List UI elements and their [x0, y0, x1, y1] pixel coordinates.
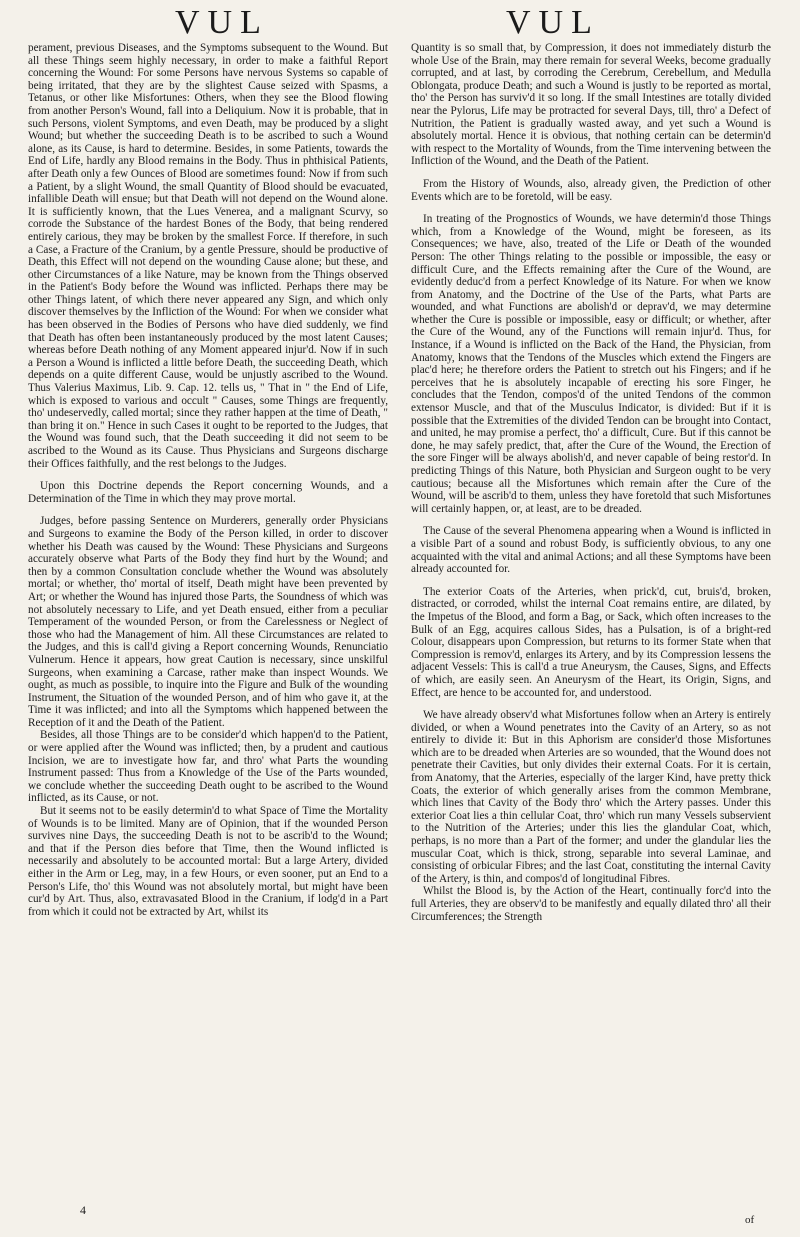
paragraph: Besides, all those Things are to be consider'd which happen'd to the Patient, or were applied after the Wound was inflicted; then, by a prudent and cautious Incision, we are to investigate how far, and thro' what Parts the wounding Instrument passed: Thus from a Knowledge of the Use of the Parts wounded, we conclude whether the succeeding Death ought to be ascribed to the Wound inflicted, as its Cause, or not. — [28, 729, 388, 805]
paragraph: We have already observ'd what Misfortunes follow when an Artery is entirely divided, or when a Wound penetrates into the Cavity of an Artery, so as not entirely to divide it: But in this Aphorism are consider'd those Misfortunes which are to be dreaded when Arteries are so wounded, that the Wound does not penetrate their Cavities, but only divides their external Coats. For it is certain, from Anatomy, that the Arteries, especially of the larger Kind, have pretty thick Coats, the exterior of which generally arises from the common Membrane, which lines that Cavity of the Body thro' which the Artery passes. Under this exterior Coat lies a thin cellular Coat, thro' which run many Vessels subservient to the Nutrition of the Arteries; under this lies the glandular Coat, which, perhaps, is no more than a Part of the former; and under the glandular lies the muscular Coat, which is thick, strong, separable into several Laminae, and consisting of orbicular Fibres; and the last Coat, constituting the internal Cavity of the Artery, is thin, and compos'd of longitudinal Fibres. — [411, 709, 771, 885]
paragraph: From the History of Wounds, also, already given, the Prediction of other Events which are to be foretold, will be easy. — [411, 177, 771, 203]
text-columns — [28, 42, 778, 1212]
paragraph: perament, previous Diseases, and the Symptoms subsequent to the Wound. But all these Things seem highly necessary, in order to make a faithful Report concerning the Wound: For some Persons have nervous Systems so capable of being irritated, that they are by the slightest Cause seized with Spasms, a Tetanus, or other like Misfortunes: Others, when they see the Blood flowing from another Person's Wound, fall into a Deliquium. Now it is probable, that in such Persons, violent Symptoms, and even Death, may be produced by a slight Wound; but whether the succeeding Death is to be ascribed to such a Wound alone, as its Cause, is hard to determine. Besides, in some Patients, towards the End of Life, hardly any Blood remains in the Body. Thus in phthisical Patients, after Death only a few Ounces of Blood are sometimes found: Now if from such a Patient, by a slight Wound, the small Quantity of Blood should be evacuated, infallible Death will ensue; but that Death will not depend on the Wound alone. It is sufficiently known, that the Lues Venerea, and a malignant Scurvy, so corrode the Substance of the hardest Bones of the Body, that being rendered entirely carious, they may be broken by the smallest Force. If therefore, in such a Case, a Fracture of the Cranium, by a gentle Pressure, should be productive of Death, this Effect will not depend on the wounding Cause alone; but these, and other Circumstances of a like Nature, may be known from the Things observed in the Patient's Body before the Wound was inflicted. Perhaps there may be other Things latent, of which there never appeared any Sign, and which only discover themselves by the Infliction of the Wound: For when we consider what has been observed in the Bodies of Persons who have died suddenly, we find that Death has often been instantaneously produced by the most latent Causes; whereas before Death nothing of any Moment appeared injur'd. Now if in such a Person a Wound is inflicted a little before Death, the succeeding Death, which depends on a quite different Cause, would be unjustly ascribed to the Wound. Thus Valerius Maximus, Lib. 9. Cap. 12. tells us, " That in " the End of Life, which is exposed to various and occult " Causes, some Things are frequently, tho' undeservedly, called mortal; since they rather happen at the time of Death, " than bring it on." Hence in such Cases it ought to be reported to the Judges, that the Wound was found such, that the Death succeeding it did not seem to be ascribed to the Wound as its Cause. Thus Physicians and Surgeons discharge their Offices faithfully, and the rest belongs to the Judges. — [28, 42, 388, 470]
paragraph: Upon this Doctrine depends the Report concerning Wounds, and a Determination of the Time in which they may prove mortal. — [28, 480, 388, 505]
catchword: of — [745, 1214, 755, 1226]
paragraph: Judges, before passing Sentence on Murderers, generally order Physicians and Surgeons to examine the Body of the Person killed, in order to discover whether his Death was caused by the Wound: These Physicians and Surgeons accurately observe what Parts of the Body they find hurt by the Wound; and then by a common Consultation conclude whether the Wound was absolutely mortal; or whether, tho' mortal of itself, Death might have been prevented by Art; or whether the Wound has injured those Parts, the Soundness of which was not absolutely necessary to Life, and yet Death ensued, either from a peculiar Temperament of the wounded Person, or from the Carelessness or Neglect of those who had the Management of him. All these Circumstances are related to the Judges, and this is call'd giving a Report concerning Wounds, Renunciatio Vulnerum. Hence it appears, how great Caution is necessary, since unskilful Surgeons, when examining a Carcase, rather make than inspect Wounds. We ought, as much as possible, to inquire into the Figure and Bulk of the wounding Instrument, the Situation of the wounded Person, and of him who gave it, at the Time it was inflicted; and into all the Symptoms which happened between the Reception of it and the Death of the Patient. — [28, 515, 388, 729]
left-column — [28, 42, 388, 1212]
paragraph: The exterior Coats of the Arteries, when prick'd, cut, bruis'd, broken, distracted, or corroded, whilst the internal Coat remains entire, are dilated, by the Impetus of the Blood, and form a Bag, or Sack, which often increases to the Bulk of an Egg, acquires callous Sides, has a Pulsation, is of a bright-red Colour, disappears upon Compression, but returns to its former State when that Compression is remov'd, enlarges its Artery, and by its Compression lessens the adjacent Vessels: This is call'd a true Aneurysm, the Causes, Signs, and Effects of which, are easily seen. An Aneurysm of the Heart, its Origin, Signs, and Effect, are hence to be accounted for, and understood. — [411, 585, 771, 699]
running-head — [0, 4, 800, 44]
paragraph: The Cause of the several Phenomena appearing when a Wound is inflicted in a visible Part of a sound and robust Body, is sufficiently obvious, to any one acquainted with the vital and animal Actions; and all these Symptoms have been already accounted for. — [411, 525, 771, 576]
running-head-right: VUL — [506, 4, 600, 41]
page-number: 4 — [80, 1203, 86, 1217]
paragraph: In treating of the Prognostics of Wounds, we have determin'd those Things which, from a Knowledge of the Wound, might be foreseen, as its Consequences; we have, also, treated of the Life or Death of the wounded Person: The other Things relating to the possible or impossible, the easy or difficult Cure, and the Effects remaining after the Cure of the Wound, are evidently deduc'd from a perfect Knowledge of its Nature. For when we know from Anatomy, and the Doctrine of the Use of the Parts, what Parts are wounded, and what Functions are abolish'd or deprav'd, we may determine whether the Cure is possible or impossible, easy or difficult; or whether, after the Cure of the Wound, any of the Functions will remain injur'd. Thus, for Instance, if a Wound is inflicted on the Back of the Hand, the Physician, from Anatomy, knows that the Tendons of the Muscles which extend the Fingers are plac'd here; he therefore orders the Patient to stretch out his Fingers; and if he perceives that he is absolutely incapable of erecting his sore Finger, he concludes that the Tendon, compos'd of the united Tendons of the common extensor Muscle, and that of the Musculus Indicator, is divided: But if it is possible that the Extremities of the divided Tendon can be brought into Contact, and united, he may promise a perfect, tho' a difficult, Cure. But if this cannot be done, he may safely predict, that, after the Cure of the Wound, the Erection of the sore Finger will be always abolish'd, and never capable of being restor'd. In predicting Things of this Nature, both Physician and Surgeon ought to be very cautious; because all the Misfortunes which remain after the Cure of the Wound, will be ascrib'd to them, unless they have foretold that such Misfortunes will certainly happen, or, at least, are to be dreaded. — [411, 213, 771, 515]
paragraph: Quantity is so small that, by Compression, it does not immediately disturb the whole Use of the Brain, may there remain for several Weeks, become gradually corrupted, and at last, by corroding the Cerebrum, Cerebellum, and Medulla Oblongata, produce Death; and such a Wound is justly to be reported as mortal, tho' the Person has surviv'd it so long. If the small Intestines are totally divided near the Pylorus, Life may be protracted for several Days, till, thro' a Defect of Nutrition, the Patient is gradually wasted away, and yet such a Wound is absolutely mortal. Hence it is obvious, that nothing certain can be determin'd with respect to the Mortality of Wounds, from the Time intervening between the Infliction of the Wound, and the Death of the Patient. — [411, 42, 771, 168]
paragraph: Whilst the Blood is, by the Action of the Heart, continually forc'd into the full Arteries, they are observ'd to be manifestly and equally dilated thro' all their Circumferences; the Strength — [411, 885, 771, 923]
paragraph: But it seems not to be easily determin'd to what Space of Time the Mortality of Wounds is to be limited. Many are of Opinion, that if the wounded Person survives nine Days, the succeeding Death is not to be ascrib'd to the Wound; and that if the Person dies before that Time, then the Wound inflicted is necessarily and absolutely to be accounted mortal: But a large Artery, divided either in the Arm or Leg, may, in a few Hours, or even sooner, put an End to a Person's Life, tho' this Wound was not absolutely mortal, but might have been cur'd by Art. Thus, also, extravasated Blood in the Cranium, if lodg'd in a Part from which it could not be extracted by Art, whilst its — [28, 805, 388, 918]
right-column — [411, 42, 771, 1212]
running-head-left: VUL — [175, 4, 269, 41]
